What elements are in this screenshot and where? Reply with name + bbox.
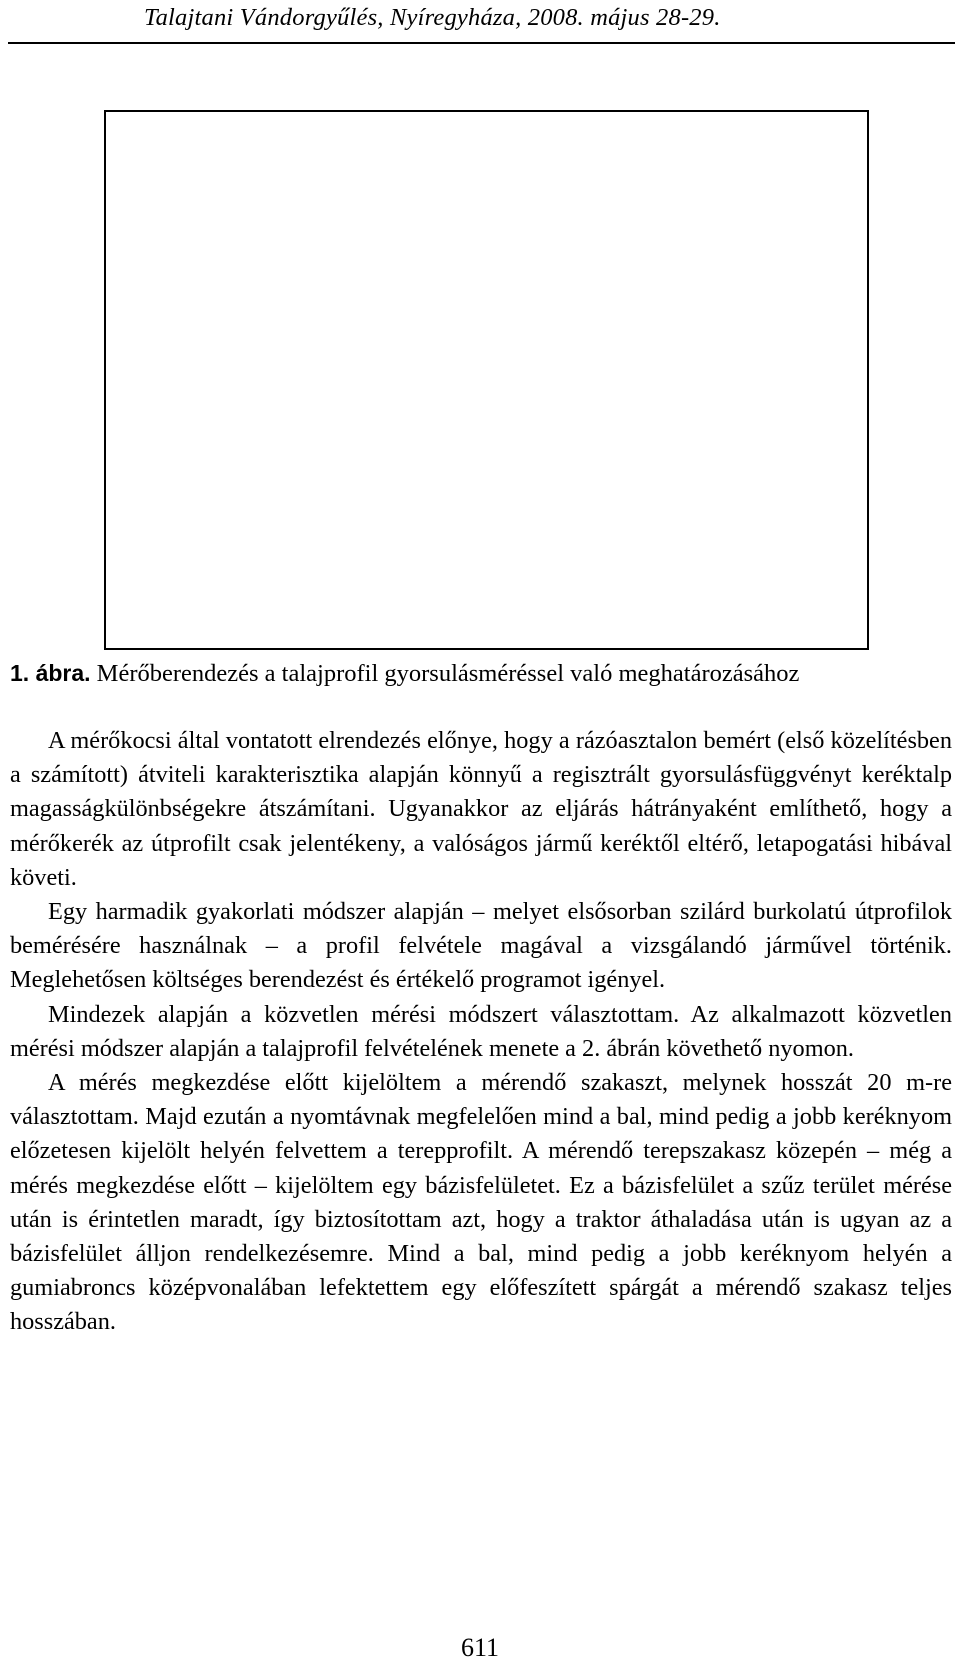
paragraph-1: A mérőkocsi által vontatott elrendezés előnye, hogy a rázóasztalon bemért (első közelítésben a számított) átviteli karakterisztika alapján könnyű a regisztrált gyorsulásfüggvényt keréktalp magasságkülönbségekre átszámítani. Ugyanakkor az eljárás hátrányaként említhető, hogy a mérőkerék az útprofilt csak jelentékeny, a valóságos jármű keréktől eltérő, letapogatási hibával követi. bbox=[10, 727, 952, 891]
figure-label: 1. ábra. bbox=[10, 660, 91, 686]
page-number: 611 bbox=[460, 1633, 500, 1662]
paragraph-3: Mindezek alapján a közvetlen mérési módszert választottam. Az alkalmazott közvetlen mérési módszer alapján a talajprofil felvételének menete a 2. ábrán követhető nyomon. bbox=[10, 1000, 952, 1062]
header-divider bbox=[8, 42, 955, 44]
figure-caption-text: Mérőberendezés a talajprofil gyorsulásméréssel való meghatározásához bbox=[96, 660, 800, 687]
paragraph-2: Egy harmadik gyakorlati módszer alapján – melyet elsősorban szilárd burkolatú útprofilok bemérésére használnak – a profil felvétele magával a vizsgálandó járművel történik. Meglehetősen költséges berendezést és értékelő programot igényel. bbox=[10, 898, 952, 994]
figure-caption bbox=[10, 660, 952, 688]
running-title: Talajtani Vándorgyűlés, Nyíregyháza, 2008. május 28-29. bbox=[144, 4, 721, 31]
figure-placeholder bbox=[104, 110, 869, 650]
paragraph-4: A mérés megkezdése előtt kijelöltem a mérendő szakaszt, melynek hosszát 20 m-re választottam. Majd ezután a nyomtávnak megfelelően mind a bal, mind pedig a jobb keréknyom előzetesen kijelölt helyén felvettem a terepprofilt. A mérendő terepszakasz közepén – még a mérés megkezdése előtt – kijelöltem egy bázisfelületet. Ez a bázisfelület a szűz terület mérése után is érintetlen maradt, így biztosítottam azt, hogy a traktor áthaladása után is ugyan az a bázisfelület álljon rendelkezésemre. Mind a bal, mind pedig a jobb keréknyom helyén a gumiabroncs középvonalában lefektettem egy előfeszített spárgát a mérendő szakasz teljes hosszában. bbox=[10, 1069, 952, 1336]
body-text bbox=[10, 724, 952, 1340]
